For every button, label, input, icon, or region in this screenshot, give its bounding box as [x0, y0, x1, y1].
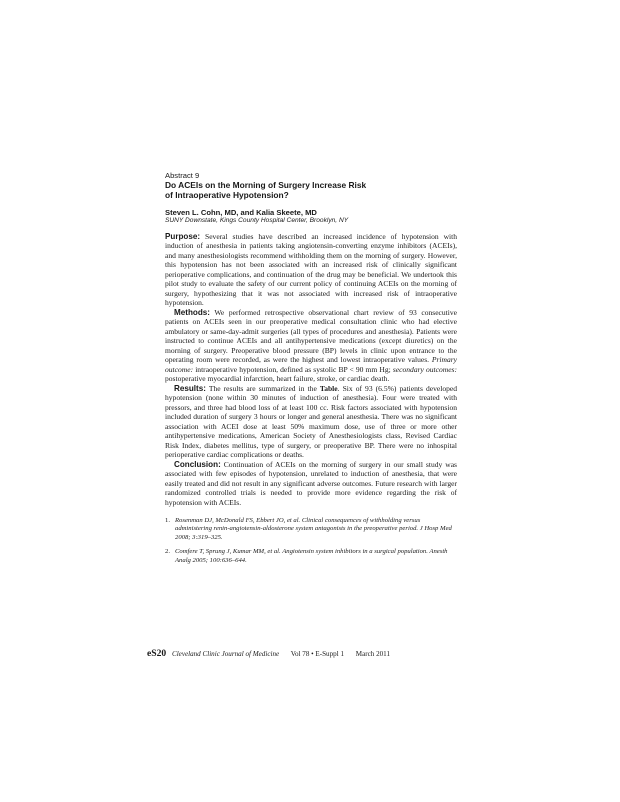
reference-number: 2. [165, 548, 170, 556]
abstract-title [165, 180, 457, 200]
secondary-outcomes-label: secondary outcomes: [392, 364, 458, 374]
conclusion-heading: Conclusion: [174, 459, 221, 469]
authors: Steven L. Cohn, MD, and Kalia Skeete, MD [165, 208, 317, 217]
purpose-paragraph [165, 232, 457, 308]
title-line-2: of Intraoperative Hypotension? [165, 190, 289, 200]
results-heading: Results: [174, 383, 206, 393]
page-footer [147, 649, 477, 659]
reference-list [165, 517, 457, 565]
abstract-page [165, 171, 457, 571]
reference-text: Comfere T, Sprung J, Kumar MM, et al. Angiotensin system inhibitors in a surgical population. Anesth Analg 2005; 100:636–644. [175, 548, 448, 564]
results-text-b: . Six of 93 (6.5%) patients developed hypotension (none within 30 minutes of induction of anesthesia). Four were treated with pressors, and three had blood loss of at least 100 cc. Risk factors associated with hypotension included duration of surgery 3 hours or longer and general anesthesia. There was no significant association with ACEI dose at least 50% maximum dose, use of three or more other antihypertensive medications, American Society of Anesthesiologists class, Revised Cardiac Risk Index, diabetes mellitus, type of surgery, or preoperative BP. There were no inhospital perioperative cardiac complications or deaths. [165, 383, 457, 460]
methods-heading: Methods: [174, 307, 210, 317]
reference-text: Rosenman DJ, McDonald FS, Ebbert JO, et al. Clinical consequences of withholding versus administering renin-angiotensin-aldosterone system antagonists in the preoperative period. J Hosp Med 2008; 3:319–325. [175, 517, 452, 541]
table-reference: Table [319, 383, 338, 393]
methods-text-a: We performed retrospective observational chart review of 93 consecutive patients on ACEIs seen in our preoperative medical consultation clinic who had elective ambulatory or same-day-admit surgeries (all types of procedures and anesthesia). Patients were instructed to continue ACEIs and all antihypertensive medications (except diuretics) on the morning of surgery. Preoperative blood pressure (BP) levels in clinic upon entrance to the operating room were recorded, as were the highest and lowest intraoperative values. [165, 307, 457, 365]
reference-item [165, 517, 457, 542]
purpose-text: Several studies have described an increased incidence of hypotension with induction of anesthesia in patients taking angiotensin-converting enzyme inhibitors (ACEIs), and many anesthesiologists recommend withholding them on the morning of surgery. However, this hypotension has not been associated with an increased risk of clinically significant perioperative complications, and continuation of the drug may be beneficial. We undertook this pilot study to evaluate the safety of our current policy of continuing ACEIs on the morning of surgery, hypothesizing that it was not associated with increased risk of intraoperative hypotension. [165, 232, 457, 308]
reference-number: 1. [165, 517, 170, 525]
volume-info: Vol 78 • E-Suppl 1 [290, 650, 344, 658]
title-line-1: Do ACEIs on the Morning of Surgery Increase Risk [165, 180, 367, 190]
methods-paragraph [165, 308, 457, 384]
abstract-label: Abstract 9 [165, 171, 200, 180]
issue-date: March 2011 [355, 650, 390, 658]
results-text-a: The results are summarized in the [208, 383, 320, 393]
methods-text-c: postoperative myocardial infarction, heart failure, stroke, or cardiac death. [165, 374, 390, 384]
affiliation: SUNY Downstate, Kings County Hospital Center, Brooklyn, NY [165, 217, 349, 224]
reference-item [165, 548, 457, 565]
methods-text-b: intraoperative hypotension, defined as systolic BP < 90 mm Hg; [193, 364, 393, 374]
journal-name: Cleveland Clinic Journal of Medicine [171, 650, 280, 658]
page-number: eS20 [147, 648, 167, 659]
purpose-heading: Purpose: [165, 232, 201, 241]
primary-outcome-label: Primary outcome: [165, 355, 457, 374]
results-paragraph [165, 384, 457, 460]
conclusion-paragraph [165, 460, 457, 507]
conclusion-text: Continuation of ACEIs on the morning of surgery in our small study was associated with few episodes of hypotension, unrelated to induction of anesthesia, that were easily treated and did not result in any significant adverse outcomes. Future research with larger randomized controlled trials is needed to provide more evidence regarding the risk of hypotension with ACEIs. [165, 459, 457, 507]
